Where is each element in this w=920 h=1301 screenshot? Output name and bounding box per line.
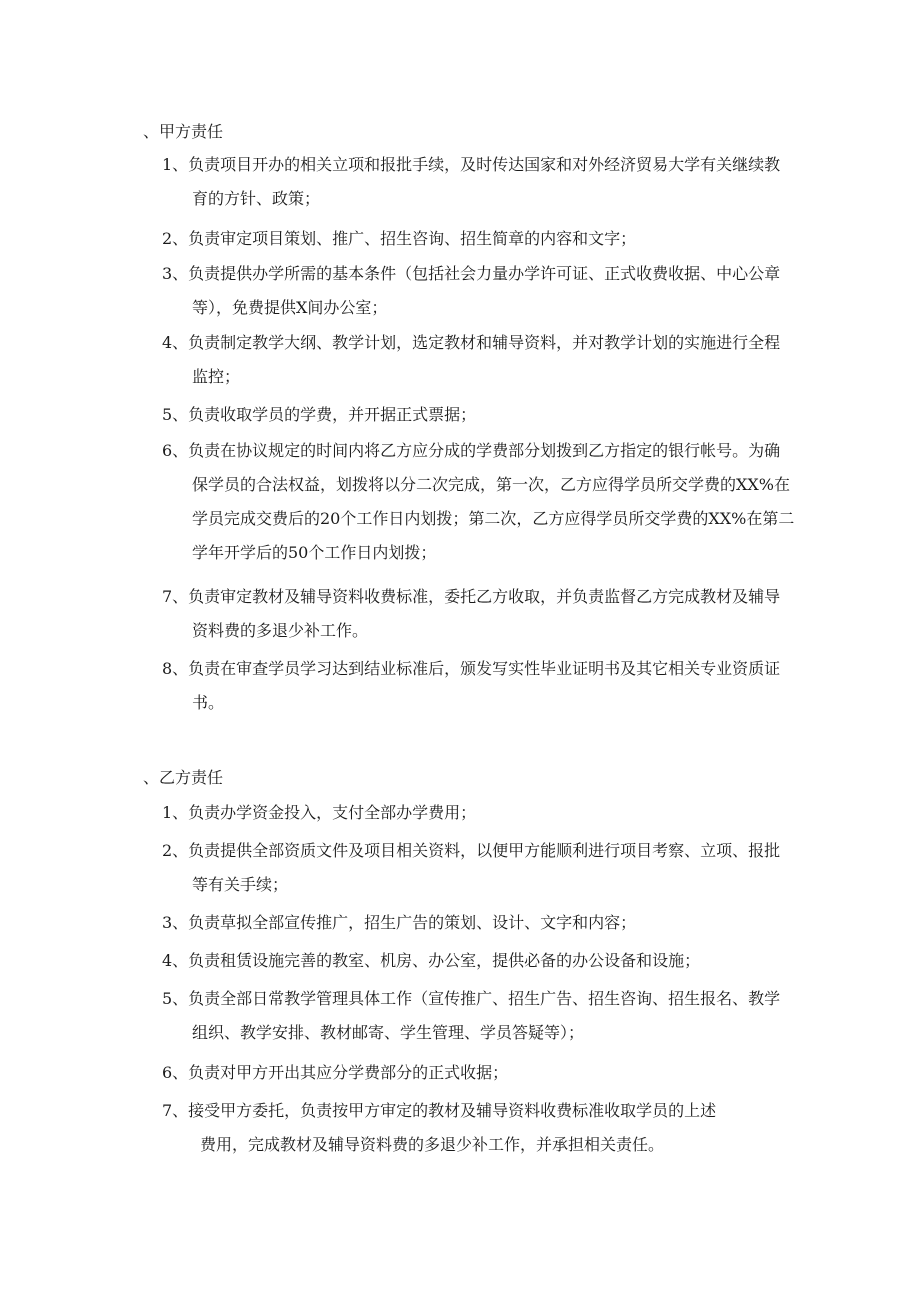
item-line: 6、负责在协议规定的时间内将乙方应分成的学费部分划拨到乙方指定的银行帐号。为确	[162, 441, 781, 460]
item-line: 6、负责对甲方开出其应分学费部分的正式收据；	[162, 1063, 509, 1082]
item-line: 学年开学后的50个工作日内划拨；	[192, 543, 437, 562]
item-line: 4、负责制定教学大纲、教学计划，选定教材和辅导资料，并对教学计划的实施进行全程	[162, 333, 781, 352]
item-line: 7、接受甲方委托，负责按甲方审定的教材及辅导资料收费标准收取学员的上述	[162, 1101, 717, 1120]
item-line: 监控；	[192, 367, 241, 386]
party-b-item-2	[162, 834, 842, 902]
item-line: 8、负责在审查学员学习达到结业标准后，颁发写实性毕业证明书及其它相关专业资质证	[162, 659, 781, 678]
item-line: 4、负责租赁设施完善的教室、机房、办公室，提供必备的办公设备和设施；	[162, 951, 701, 970]
item-line: 组织、教学安排、教材邮寄、学生管理、学员答疑等）；	[192, 1023, 585, 1042]
item-line: 育的方针、政策；	[192, 189, 321, 208]
item-line: 7、负责审定教材及辅导资料收费标准，委托乙方收取，并负责监督乙方完成教材及辅导	[162, 587, 781, 606]
party-b-item-4	[162, 944, 842, 978]
item-line: 5、负责收取学员的学费，并开据正式票据；	[162, 405, 477, 424]
item-line: 1、负责项目开办的相关立项和报批手续，及时传达国家和对外经济贸易大学有关继续教	[162, 155, 781, 174]
section-heading-party-b: 、乙方责任	[143, 768, 224, 787]
party-b-item-5	[162, 982, 842, 1050]
party-a-item-7	[162, 580, 842, 648]
item-line: 等有关手续；	[192, 875, 289, 894]
item-line: 学员完成交费后的20个工作日内划拨；第二次，乙方应得学员所交学费的XX%在第二	[192, 509, 795, 528]
item-line: 1、负责办学资金投入，支付全部办学费用；	[162, 803, 477, 822]
party-b-item-1	[162, 796, 842, 830]
item-line: 等），免费提供X间办公室；	[192, 298, 388, 317]
party-a-item-4	[162, 326, 842, 394]
item-line: 书。	[192, 693, 225, 712]
party-b-item-7	[162, 1094, 842, 1162]
party-a-item-3	[162, 257, 842, 325]
party-a-item-8	[162, 652, 842, 720]
party-a-item-2	[162, 222, 842, 256]
item-line: 3、负责提供办学所需的基本条件（包括社会力量办学许可证、正式收费收据、中心公章	[162, 264, 781, 283]
item-line: 2、负责审定项目策划、推广、招生咨询、招生简章的内容和文字；	[162, 229, 637, 248]
party-a-item-6	[162, 434, 842, 570]
item-line: 2、负责提供全部资质文件及项目相关资料，以便甲方能顺利进行项目考察、立项、报批	[162, 841, 781, 860]
item-line: 资料费的多退少补工作。	[192, 621, 369, 640]
party-a-item-1	[162, 148, 842, 216]
item-line: 5、负责全部日常教学管理具体工作（宣传推广、招生广告、招生咨询、招生报名、教学	[162, 989, 781, 1008]
item-line: 保学员的合法权益，划拨将以分二次完成，第一次，乙方应得学员所交学费的XX%在	[192, 475, 790, 494]
party-a-item-5	[162, 398, 842, 432]
party-b-item-3	[162, 906, 842, 940]
party-b-item-6	[162, 1056, 842, 1090]
item-line: 3、负责草拟全部宣传推广，招生广告的策划、设计、文字和内容；	[162, 913, 637, 932]
item-line: 费用，完成教材及辅导资料费的多退少补工作，并承担相关责任。	[200, 1135, 665, 1154]
section-heading-party-a: 、甲方责任	[143, 122, 224, 141]
